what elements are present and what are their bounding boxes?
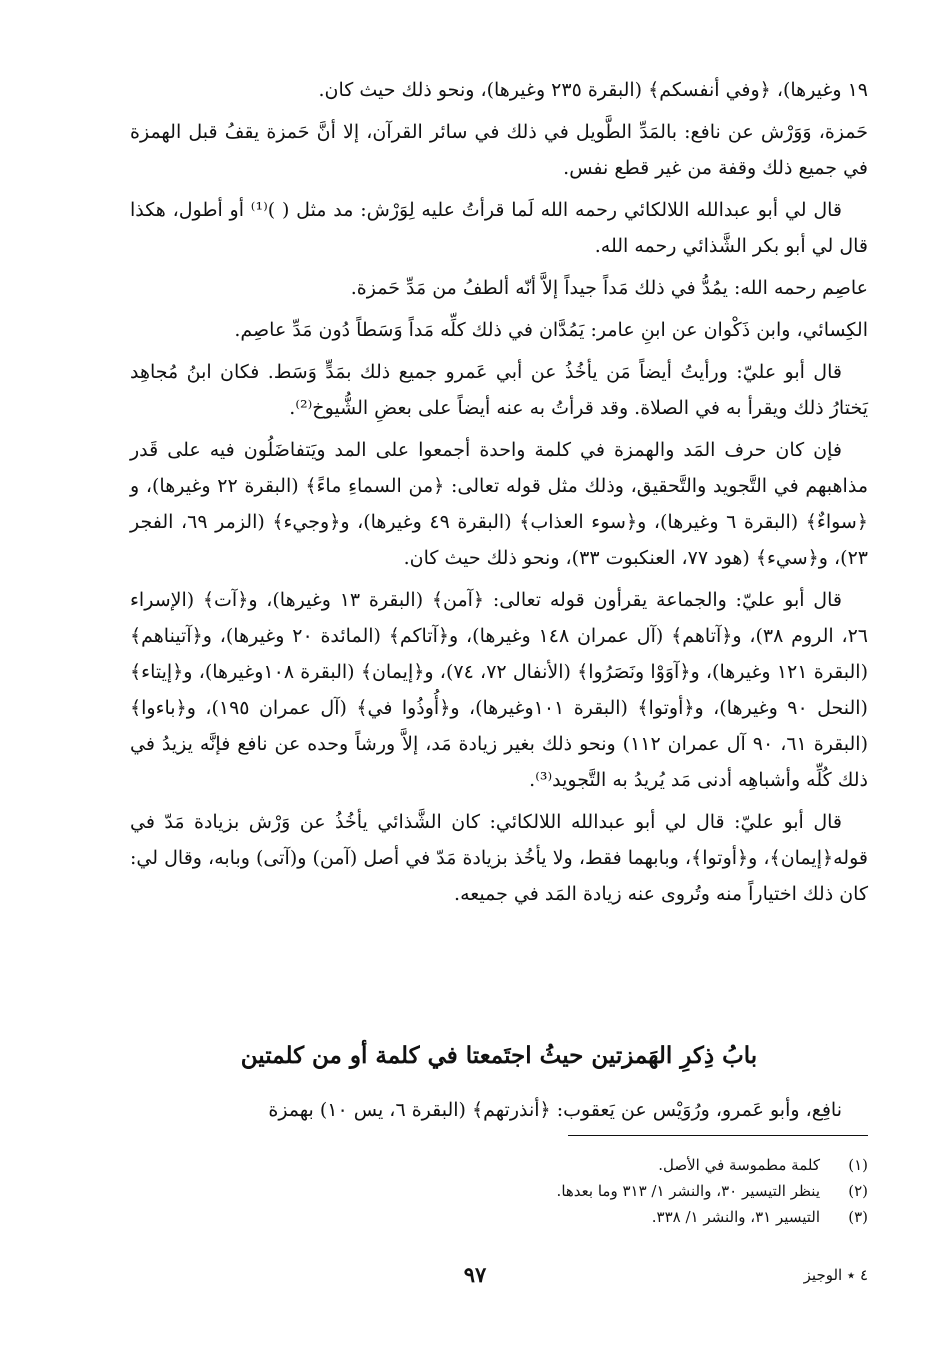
page-number: ٩٧ [463,1262,487,1287]
paragraph-8: قال أبو عليّ: والجماعة يقرأون قوله تعالى: ﴿آمن﴾ (البقرة ١٣ وغيرها)، و﴿آت﴾ (الإسراء ٢٦، الروم ٣٨)، و﴿آتاهم﴾ (آل عمران ١٤٨ وغيرها)، و﴿آتاكم﴾ (المائدة ٢٠ وغيرها)، و﴿آتيناهم﴾ (البقرة ١٢١ وغيرها)، و﴿آوَوْا ونَصَرُوا﴾ (الأنفال ٧٢، ٧٤)، و﴿إيمان﴾ (البقرة ١٠٨وغيرها)، و﴿إيتاء﴾ (النحل ٩٠ وغيرها)، و﴿أوتوا﴾ (البقرة ١٠١وغيرها)، و﴿أُوذُوا في﴾ (آل عمران ١٩٥)، و﴿باءوا﴾ (البقرة ٦١، ٩٠ آل عمران ١١٢) ونحو ذلك بغير زيادة مَد، إلاَّ ورشاً وحده عن نافع فإنَّه يزيدُ في ذلك كُلِّه وأشباهِه أدنى مَد يُريدُ به التَّجويد⁽³⁾. [130,589,869,791]
paragraph-after-heading: نافِع، وأبو عَمرو، ورُوَيْس عن يَعقوب: ﴿أنذرتهم﴾ (البقرة ٦، يس ١٠) بهمزة [268,1099,842,1121]
paragraph-5: الكِسائي، وابن ذَكْوان عن ابنِ عامر: يَمُدَّان في ذلك كلِّه مَداً وَسَطاً دُون مَدِّ عاصِم. [234,319,868,341]
paragraph-7: فإن كان حرف المَد والهمزة في كلمة واحدة أجمعوا على المد ويَتفاضَلُون فيه على قَدر مذاهبهم في التَّجويد والتَّحقيق، وذلك مثل قوله تعالى: ﴿من السماءِ ماءً﴾ (البقرة ٢٢ وغيرها)، و ﴿سواءٌ﴾ (البقرة ٦ وغيرها)، و﴿سوء العذاب﴾ (البقرة ٤٩ وغيرها)، و﴿وجيء﴾ (الزمر ٦٩، الفجر ٢٣)، و﴿سيء﴾ (هود ٧٧، العنكبوت ٣٣)، ونحو ذلك حيث كان. [130,439,868,569]
footnote-text: ينظر التيسير ٣٠، والنشر ١/ ٣١٣ وما بعدها. [556,1182,820,1200]
paragraph-3: قال لي أبو عبدالله اللالكائي رحمه الله لَما قرأتُ عليه لِوَرْش: مد مثل ( )⁽¹⁾ أو أطول، هكذا قال لي أبو بكر الشَّذائي رحمه الله. [130,199,868,257]
footnote-text: التيسير ٣١، والنشر ١/ ٣٣٨. [651,1208,820,1226]
footnote-item [130,1204,868,1230]
signature-mark: ٤ ٭ الوجيز [803,1266,868,1284]
footnote-item [130,1152,868,1178]
footnote-number: (٣) [848,1208,868,1226]
footnote-item [130,1178,868,1204]
footnote-number: (١) [848,1156,868,1174]
footnote-divider [568,1135,868,1136]
main-text [130,72,868,918]
footnote-number: (٢) [848,1182,868,1200]
footnotes [130,1152,868,1230]
paragraph-1: ١٩ وغيرها)، ﴿وفي أنفسكم﴾ (البقرة ٢٣٥ وغيرها)، ونحو ذلك حيث كان. [318,79,868,101]
footnote-text: كلمة مطموسة في الأصل. [658,1156,820,1174]
paragraph-9: قال أبو عليّ: قال لي أبو عبدالله اللالكائي: كان الشَّذائي يأخُذُ عن وَرْش بزيادة مَدّ في قوله﴿إيمان﴾، و﴿أوتوا﴾، وبابهما فقط، ولا يأخُذ بزيادة مَدّ في أصل (آمن) و(آتى) وبابه، وقال لي: كان ذلك اختياراً منه وتُروى عنه زيادة المَد في جميعه. [130,811,868,905]
paragraph-2: حَمزة، وَوَرْش عن نافع: بالمَدِّ الطَّويل في ذلك في سائر القرآن، إلا أنَّ حَمزة يقفُ قبل الهمزة في جميع ذلك وقفة من غير قطع نفس. [130,121,868,179]
paragraph-6: قال أبو عليّ: ورأيتُ أيضاً مَن يأخُذُ عن أبي عَمرو جميع ذلك بمَدٍّ وَسَط. فكان ابنُ مُجاهِد يَختارُ ذلك ويقرأ به في الصلاة. وقد قرأتُ به عنه أيضاً على بعضِ الشُّيوخ⁽²⁾. [130,361,868,419]
paragraph-4: عاصِم رحمه الله: يمُدُّ في ذلك مَداً جيداً إلاَّ أنّه ألطفُ من مَدِّ حَمزة. [350,277,868,299]
section-heading: بابُ ذِكرِ الهَمزتين حيثُ اجتَمعتا في كلمة أو من كلمتين [240,1042,758,1069]
